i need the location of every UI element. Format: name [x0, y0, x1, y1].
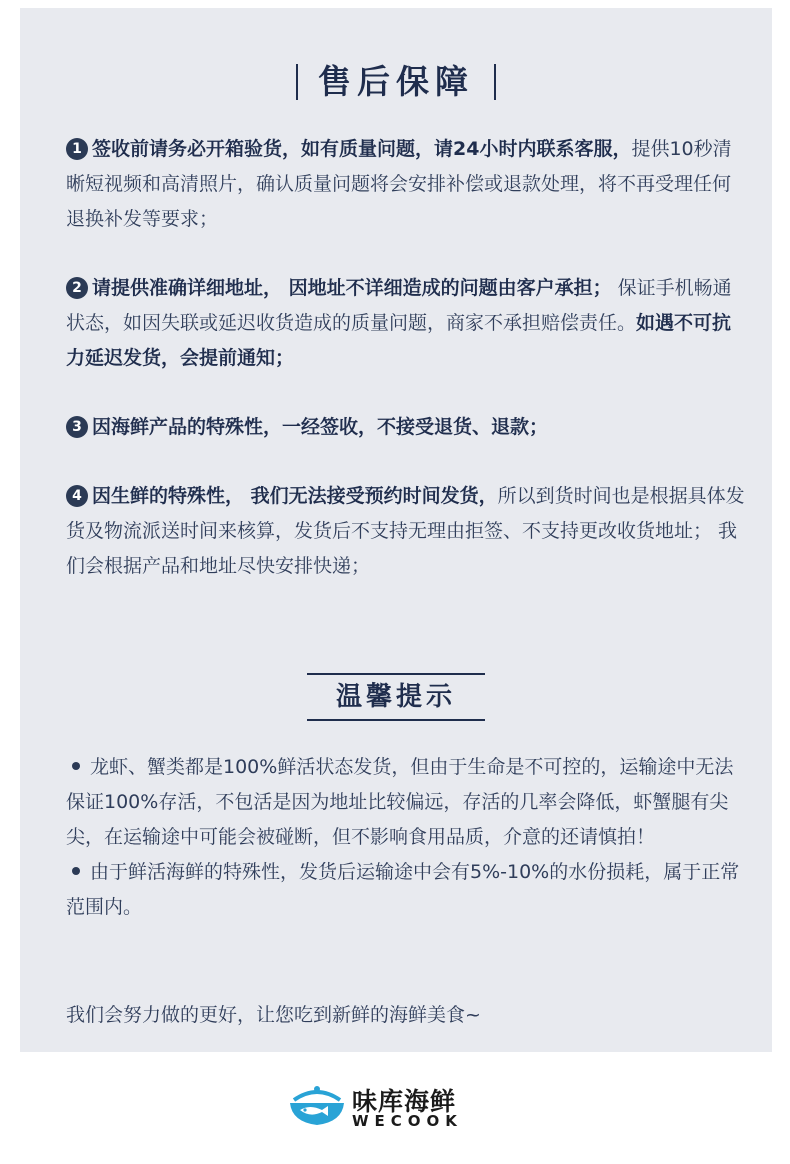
content-panel: [20, 8, 772, 1052]
tips-list: [66, 750, 742, 925]
tip-item: [66, 855, 742, 925]
number-badge-icon: 2: [66, 277, 88, 299]
rule-bold-text: 因生鲜的特殊性， 我们无法接受预约时间发货，: [92, 485, 498, 507]
number-badge-icon: 4: [66, 485, 88, 507]
rule-text: 保证手机畅通状态，如因失联或延迟收货造成的质量问题，商家不承担赔偿责任。: [66, 277, 732, 334]
rules-list: [66, 132, 748, 618]
bullet-icon: [72, 762, 80, 770]
rule-item: [66, 410, 748, 445]
section-title: 售后保障: [304, 58, 488, 106]
tips-title: 温馨提示: [307, 673, 485, 721]
rule-bold-text: 因海鲜产品的特殊性，一经签收，不接受退货、退款；: [92, 416, 549, 438]
number-badge-icon: 1: [66, 138, 88, 160]
tip-item: [66, 750, 742, 855]
tip-text: 龙虾、蟹类都是100%鲜活状态发货，但由于生命是不可控的，运输途中无法保证100%存活，不包活是因为地址比较偏远，存活的几率会降低，虾蟹腿有尖尖，在运输途中可能会被碰断，但不影响食用品质，介意的还请慎拍！: [66, 756, 734, 848]
rule-text: 提供10秒清晰短视频和高清照片，确认质量问题将会安排补偿或退款处理，将不再受理任何退换补发等要求；: [66, 138, 732, 230]
rule-item: [66, 479, 748, 584]
rule-text: 所以到货时间也是根据具体发货及物流派送时间来核算，发货后不支持无理由拒签、不支持更改收货地址； 我们会根据产品和地址尽快安排快递；: [66, 485, 745, 577]
rule-bold-text-2: 如遇不可抗力延迟发货，会提前通知；: [66, 312, 732, 369]
brand-name-cn: 味库海鲜: [352, 1087, 457, 1116]
tip-text: 由于鲜活海鲜的特殊性，发货后运输途中会有5%-10%的水份损耗，属于正常范围内。: [66, 861, 740, 918]
fish-bowl-icon: [288, 1082, 346, 1128]
brand-name-en: WECOOK: [352, 1112, 463, 1130]
bullet-icon: [72, 867, 80, 875]
closing-text: 我们会努力做的更好，让您吃到新鲜的海鲜美食~: [66, 1004, 481, 1026]
rule-bold-text: 签收前请务必开箱验货，如有质量问题，请24小时内联系客服，: [92, 138, 632, 160]
number-badge-icon: 3: [66, 416, 88, 438]
brand-logo: [288, 1082, 508, 1130]
rule-item: [66, 132, 748, 237]
rule-bold-text: 请提供准确详细地址， 因地址不详细造成的问题由客户承担；: [92, 277, 612, 299]
rule-item: [66, 271, 748, 376]
